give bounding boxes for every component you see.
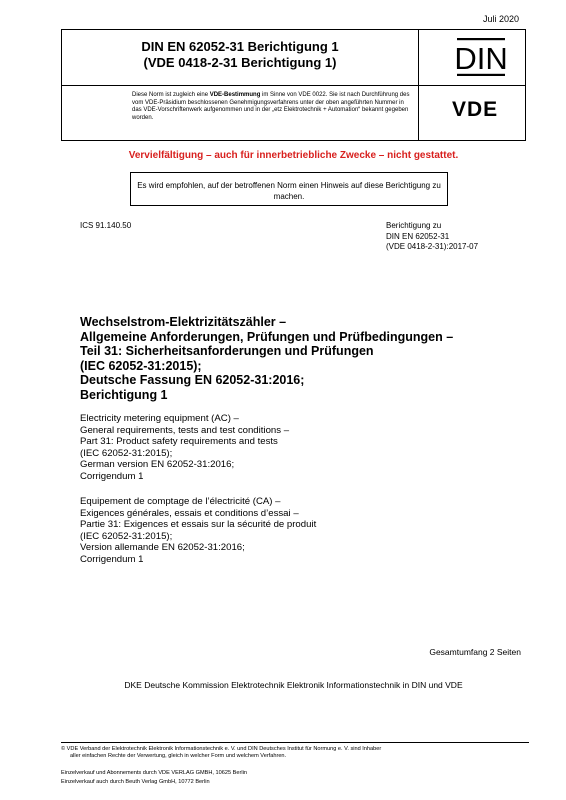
title-de-line: (IEC 62052-31:2015);: [80, 358, 202, 373]
ics-code: ICS 91.140.50: [80, 221, 132, 230]
publication-date: Juli 2020: [482, 14, 519, 24]
title-french: [80, 496, 520, 566]
reproduction-warning: Vervielfältigung – auch für innerbetriebliche Zwecke – nicht gestattet.: [128, 150, 459, 161]
title-en-line: Electricity metering equipment (AC) –: [80, 413, 239, 424]
title-fr-line: Corrigendum 1: [80, 553, 144, 565]
title-fr-line: Version allemande EN 62052-31:2016;: [80, 542, 245, 554]
vde-notice-pre: Diese Norm ist zugleich eine: [132, 92, 210, 98]
copyright-line2: aller einfachen Rechte der Verwertung, gleich in welcher Form und welchem Verfahren.: [70, 753, 287, 759]
vde-logo: VDE: [452, 98, 499, 121]
header-divider-horizontal: [62, 85, 525, 86]
title-fr-line: Partie 31: Exigences et essais sur la sécurité de produit: [80, 519, 317, 531]
standard-title: [62, 39, 418, 71]
sales-line2: Einzelverkauf auch durch Beuth Verlag GmbH, 10772 Berlin: [61, 779, 210, 785]
title-de-line: Berichtigung 1: [80, 387, 168, 402]
corrigendum-ref-line1: Berichtigung zu: [386, 221, 442, 230]
vde-notice: [132, 92, 414, 122]
title-en-line: General requirements, tests and test conditions –: [80, 424, 290, 436]
title-en-line: German version EN 62052-31:2016;: [80, 459, 235, 471]
standard-title-line1: DIN EN 62052-31 Berichtigung 1: [141, 39, 339, 54]
corrigendum-reference: [386, 221, 478, 253]
sales-info: [61, 769, 531, 787]
title-en-line: Part 31: Product safety requirements and tests: [80, 436, 278, 448]
dke-line: DKE Deutsche Kommission Elektrotechnik Elektronik Informationstechnik in DIN und VDE: [124, 680, 463, 690]
total-pages: Gesamtumfang 2 Seiten: [429, 647, 521, 657]
title-fr-line: Equipement de comptage de l’électricité (CA) –: [80, 496, 281, 507]
vde-notice-bold: VDE-Bestimmung: [209, 92, 261, 98]
corrigendum-ref-line3: (VDE 0418-2-31):2017-07: [386, 242, 479, 251]
copyright-line1: © VDE Verband der Elektrotechnik Elektronik Informationstechnik e. V. und DIN Deutsches Institut für Normung e. V. sind Inhaber: [61, 746, 382, 752]
title-en-line: Corrigendum 1: [80, 470, 144, 482]
corrigendum-ref-line2: DIN EN 62052-31: [386, 231, 450, 241]
title-de-line: Allgemeine Anforderungen, Prüfungen und Prüfbedingungen –: [80, 329, 454, 344]
title-german: [80, 315, 500, 402]
title-fr-line: Exigences générales, essais et conditions d’essai –: [80, 507, 299, 519]
recommendation-box: Es wird empfohlen, auf der betroffenen Norm einen Hinweis auf diese Berichtigung zu machen.: [130, 172, 448, 206]
title-de-line: Deutsche Fassung EN 62052-31:2016;: [80, 373, 305, 387]
title-en-line: (IEC 62052-31:2015);: [80, 447, 173, 459]
din-logo: [454, 38, 508, 76]
standard-title-line2: (VDE 0418-2-31 Berichtigung 1): [143, 55, 337, 70]
title-fr-line: (IEC 62052-31:2015);: [80, 530, 173, 542]
din-logo-text: DIN: [454, 41, 508, 76]
vde-notice-post: im Sinne von VDE 0022. Sie ist nach Durchführung des vom VDE-Präsidium beschlossenen Genehmigungsverfahrens unter der oben angeführten Nummer in das VDE-Vorschriftenwerk aufgenommen und in der „etz Elektrotechnik + Automation“ bekannt gegeben worden.: [132, 92, 410, 121]
title-de-line: Teil 31: Sicherheitsanforderungen und Prüfungen: [80, 344, 374, 358]
title-english: [80, 413, 500, 483]
title-de-line: Wechselstrom-Elektrizitätszähler –: [80, 315, 287, 329]
sales-line1: Einzelverkauf und Abonnements durch VDE VERLAG GMBH, 10625 Berlin: [61, 770, 247, 776]
copyright-notice: [61, 746, 531, 760]
footer-divider: [61, 742, 529, 743]
header-box: [61, 29, 526, 141]
